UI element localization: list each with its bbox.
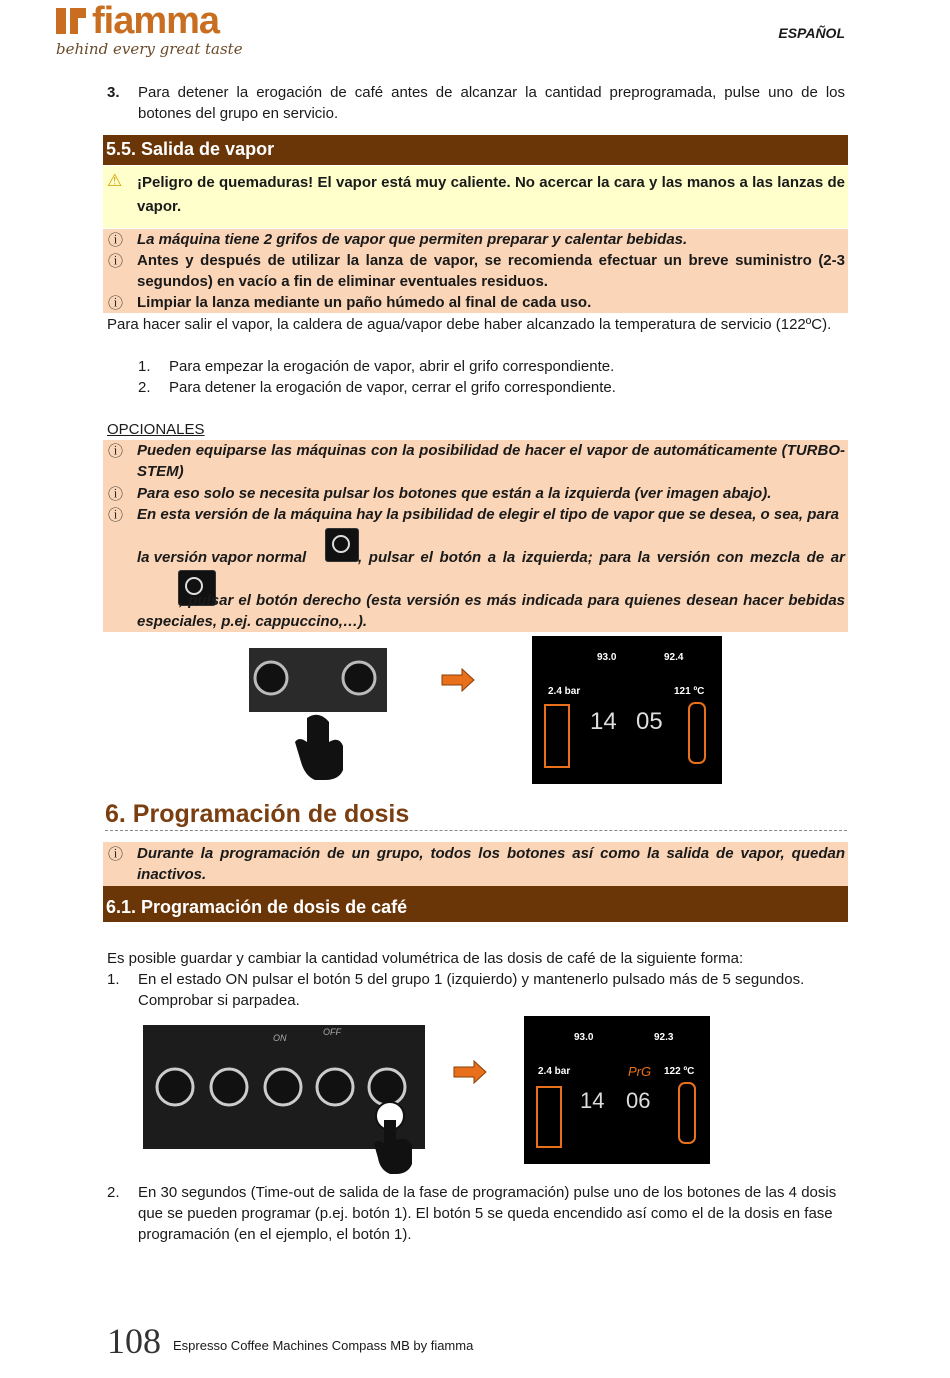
panel-on-label: ON [273,1033,287,1043]
info-icon: ⓘ [108,232,124,249]
optional-text-3d: , pulsar el botón derecho (esta versión es más indicada para quienes desean hacer bebidas especiales, p.ej. cappuccino,…). [137,592,845,630]
programming-step-number: 1. [107,971,120,988]
optional-text-2: Para eso solo se necesita pulsar los botones que están a la izquierda (ver imagen abajo). [137,485,772,502]
arrow-right-icon [440,668,476,692]
steam-step-number: 2. [138,379,151,396]
steam-step-text: Para empezar la erogación de vapor, abrir el grifo correspondiente. [169,358,615,375]
display-boiler-temp: 122 ºC [664,1066,695,1077]
thermometer-icon [688,702,706,764]
display-clock-hour: 14 [590,708,617,735]
display-temp-2: 92.3 [654,1032,674,1043]
section-5-5-title: 5.5. Salida de vapor [103,135,848,165]
display-prg-indicator: PrG [628,1064,652,1079]
section-6-1-intro: Es posible guardar y cambiar la cantidad volumétrica de las dosis de café de la siguiente forma: [107,950,744,967]
info-icon: ⓘ [108,486,124,503]
info-text-3: Limpiar la lanza mediante un paño húmedo al final de cada uso. [137,294,592,311]
display-pressure: 2.4 bar [538,1066,571,1077]
pointing-hand-icon [370,1100,420,1174]
display-screen-1 [532,636,722,784]
info-text-1: La máquina tiene 2 grifos de vapor que permiten preparar y calentar bebidas. [137,231,688,248]
section-6-rule [105,830,847,831]
display-temp-1: 93.0 [597,652,617,663]
display-clock-hour: 14 [580,1088,605,1113]
arrow-right-icon [452,1060,488,1084]
brand-name: fiamma [92,0,220,42]
section-6-info-text: Durante la programación de un grupo, todos los botones así como la salida de vapor, quedan inactivos. [137,845,845,883]
display-clock-minute: 05 [636,708,663,735]
programming-step-1: En el estado ON pulsar el botón 5 del grupo 1 (izquierdo) y mantenerlo pulsado más de 5 segundos. Comprobar si parpadea. [138,971,805,1009]
warning-icon: ⚠ [107,171,123,190]
brand-tagline: behind every great taste [56,40,243,58]
info-text-2: Antes y después de utilizar la lanza de vapor, se recomienda efectuar un breve suministro (2-3 segundos) en vacío a fin de eliminar eventuales residuos. [137,252,845,290]
info-icon: ⓘ [108,253,124,270]
language-label: ESPAÑOL [778,25,845,41]
display-clock-minute: 06 [626,1088,651,1113]
steam-paragraph: Para hacer salir el vapor, la caldera de agua/vapor debe haber alcanzado la temperatura de servicio (122ºC). [107,316,832,333]
step3-text: Para detener la erogación de café antes de alcanzar la cantidad preprogramada, pulse uno de los botones del grupo en servicio. [138,84,845,122]
level-gauge [544,704,570,768]
step3-number: 3. [107,84,120,101]
section-6-1-title: 6.1. Programación de dosis de café [103,886,848,922]
display-temp-1: 93.0 [574,1032,594,1043]
programming-step-number: 2. [107,1184,120,1201]
info-icon: ⓘ [108,295,124,312]
optional-text-3c: , pulsar el botón a la izquierda; para la versión con mezcla de ar [358,549,845,566]
panel-off-label: OFF [323,1027,341,1037]
optional-text-1: Pueden equiparse las máquinas con la posibilidad de hacer el vapor de automáticamente (TURBO-STEM) [137,442,845,480]
optional-text-3b: la versión vapor normal [137,549,307,566]
warning-text: ¡Peligro de quemaduras! El vapor está muy caliente. No acercar la cara y las manos a las lanzas de vapor. [137,174,845,215]
optionals-title: OPCIONALES [107,421,205,438]
display-temp-2: 92.4 [664,652,684,663]
info-icon: ⓘ [108,507,124,524]
section-6-title: 6. Programación de dosis [105,800,410,828]
steam-step-text: Para detener la erogación de vapor, cerrar el grifo correspondiente. [169,379,616,396]
fiamma-logo-icon [56,6,88,36]
display-pressure: 2.4 bar [548,686,581,697]
programming-step-2: En 30 segundos (Time-out de salida de la fase de programación) pulse uno de los botones de las 4 dosis que se pueden programar (p.ej. botón 1). El botón 5 se queda encendido así como el de la dosis en fase programación (en el ejemplo, el botón 1). [138,1184,837,1243]
steam-step-number: 1. [138,358,151,375]
optional-text-3a: En esta versión de la máquina hay la psibilidad de elegir el tipo de vapor que se desea, o sea, para [137,506,839,523]
display-screen-2 [524,1016,710,1164]
level-gauge [536,1086,562,1148]
footer-text: Espresso Coffee Machines Compass MB by fiamma [173,1338,474,1353]
steam-buttons-image [249,648,389,780]
info-icon: ⓘ [108,846,124,863]
steam-normal-button-icon [325,528,359,562]
thermometer-icon [678,1082,696,1144]
info-icon: ⓘ [108,443,124,460]
page-number: 108 [107,1321,161,1361]
display-boiler-temp: 121 ºC [674,686,705,697]
